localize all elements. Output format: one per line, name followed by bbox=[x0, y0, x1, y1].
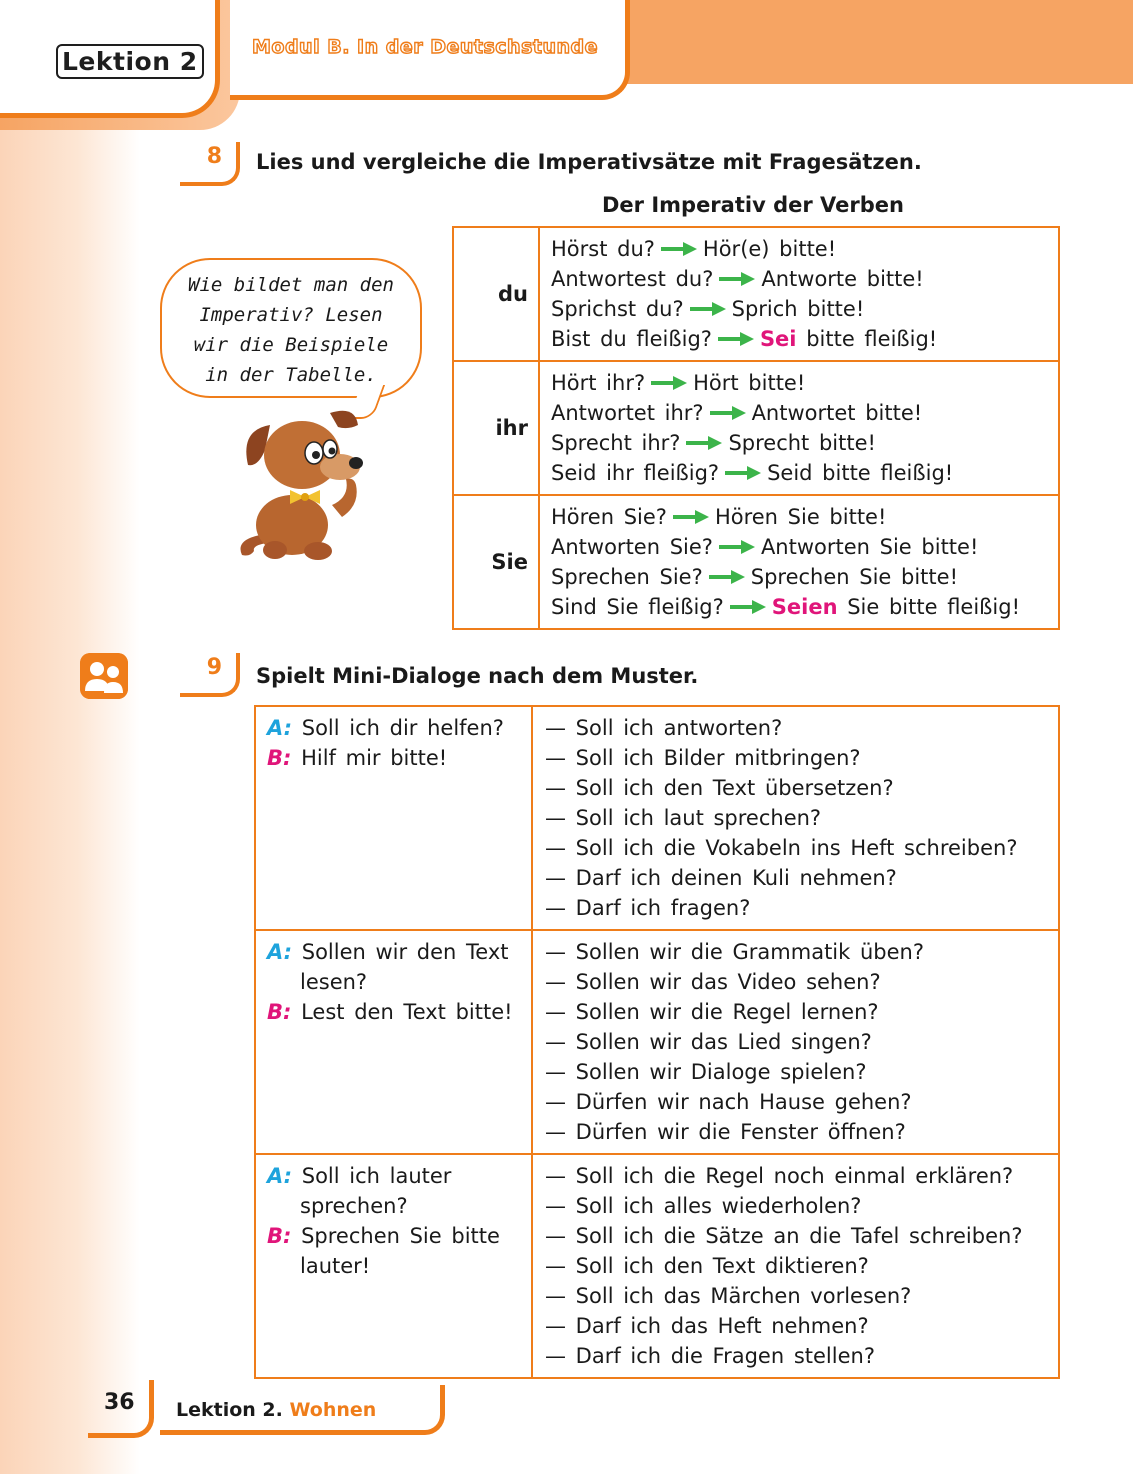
task-list-cell bbox=[532, 930, 1059, 1154]
forms-cell bbox=[539, 495, 1059, 629]
task-line: — Darf ich deinen Kuli nehmen? bbox=[545, 866, 897, 890]
task-line: — Sollen wir Dialoge spielen? bbox=[545, 1060, 867, 1084]
lektion-label: Lektion 2 bbox=[56, 44, 204, 79]
imperative-line: Antworten Sie? Antworten Sie bitte! bbox=[551, 535, 979, 559]
side-band bbox=[0, 0, 140, 1474]
speaker-a: A: bbox=[267, 940, 293, 964]
task-list-cell bbox=[532, 1154, 1059, 1378]
imperative-table bbox=[452, 226, 1060, 630]
speaker-b: B: bbox=[267, 1000, 292, 1024]
arrow-right-icon bbox=[709, 570, 745, 584]
dialog-row bbox=[255, 930, 1059, 1154]
speaker-a: A: bbox=[267, 1164, 293, 1188]
imperative-row-du bbox=[453, 227, 1059, 361]
footer-lesson: Lektion 2. Wohnen bbox=[176, 1399, 377, 1421]
task-line: — Soll ich den Text diktieren? bbox=[545, 1254, 869, 1278]
arrow-right-icon bbox=[661, 242, 697, 256]
imperative-line: Hören Sie? Hören Sie bitte! bbox=[551, 505, 887, 529]
model-dialog-cell: A: Sollen wir den Text lesen? B: Lest den Text bitte! bbox=[255, 930, 532, 1154]
pronoun-cell: du bbox=[453, 227, 539, 361]
exercise-8-number: 8 bbox=[180, 142, 240, 186]
dog-illustration bbox=[230, 405, 380, 565]
model-dialog-cell: A: Soll ich lauter sprechen? B: Sprechen Sie bitte lauter! bbox=[255, 1154, 532, 1378]
dialog-row bbox=[255, 706, 1059, 930]
imperative-row-ihr bbox=[453, 361, 1059, 495]
model-dialog-cell: A: Soll ich dir helfen? B: Hilf mir bitte! bbox=[255, 706, 532, 930]
imperative-line: Antwortest du? Antworte bitte! bbox=[551, 267, 924, 291]
arrow-right-icon bbox=[730, 600, 766, 614]
task-line: — Soll ich antworten? bbox=[545, 716, 783, 740]
speaker-a: A: bbox=[267, 716, 293, 740]
pair-work-icon bbox=[80, 653, 128, 699]
exercise-8-title: Lies und vergleiche die Imperativsätze mit Fragesätzen. bbox=[256, 150, 922, 174]
task-line: — Soll ich die Sätze an die Tafel schreiben? bbox=[545, 1224, 1023, 1248]
task-line: — Soll ich die Regel noch einmal erklären? bbox=[545, 1164, 1014, 1188]
task-line: — Soll ich alles wiederholen? bbox=[545, 1194, 862, 1218]
arrow-right-icon bbox=[673, 510, 709, 524]
arrow-right-icon bbox=[651, 376, 687, 390]
speech-bubble-text: Wie bildet man den Imperativ? Lesen wir die Beispiele in der Tabelle. bbox=[188, 274, 394, 386]
imperative-row-sie bbox=[453, 495, 1059, 629]
pronoun-cell: Sie bbox=[453, 495, 539, 629]
task-line: — Soll ich laut sprechen? bbox=[545, 806, 822, 830]
task-line: — Darf ich die Fragen stellen? bbox=[545, 1344, 875, 1368]
arrow-right-icon bbox=[686, 436, 722, 450]
task-line: — Darf ich das Heft nehmen? bbox=[545, 1314, 869, 1338]
task-line: — Soll ich die Vokabeln ins Heft schreiben? bbox=[545, 836, 1018, 860]
imperative-line: Bist du fleißig? Sei bitte fleißig! bbox=[551, 327, 938, 351]
task-line: — Soll ich das Märchen vorlesen? bbox=[545, 1284, 912, 1308]
highlight-word: Seien bbox=[771, 595, 838, 619]
speaker-b: B: bbox=[267, 1224, 292, 1248]
dialog-row bbox=[255, 1154, 1059, 1378]
forms-cell bbox=[539, 227, 1059, 361]
footer-topic: Wohnen bbox=[289, 1399, 377, 1421]
task-line: — Sollen wir die Grammatik üben? bbox=[545, 940, 924, 964]
task-line: — Dürfen wir die Fenster öffnen? bbox=[545, 1120, 906, 1144]
imperative-line: Antwortet ihr? Antwortet bitte! bbox=[551, 401, 923, 425]
forms-cell bbox=[539, 361, 1059, 495]
task-line: — Sollen wir das Lied singen? bbox=[545, 1030, 872, 1054]
imperative-table-caption: Der Imperativ der Verben bbox=[602, 193, 904, 217]
exercise-9-number: 9 bbox=[180, 653, 240, 697]
task-line: — Sollen wir das Video sehen? bbox=[545, 970, 881, 994]
speaker-b: B: bbox=[267, 746, 292, 770]
arrow-right-icon bbox=[710, 406, 746, 420]
pronoun-cell: ihr bbox=[453, 361, 539, 495]
task-line: — Soll ich Bilder mitbringen? bbox=[545, 746, 861, 770]
exercise-9-title: Spielt Mini-Dialoge nach dem Muster. bbox=[256, 664, 699, 688]
imperative-line: Hörst du? Hör(e) bitte! bbox=[551, 237, 837, 261]
page-number: 36 bbox=[104, 1390, 135, 1415]
imperative-line: Sprichst du? Sprich bitte! bbox=[551, 297, 865, 321]
imperative-line: Sind Sie fleißig? Seien Sie bitte fleißig! bbox=[551, 595, 1020, 619]
imperative-line: Sprechen Sie? Sprechen Sie bitte! bbox=[551, 565, 958, 589]
arrow-right-icon bbox=[690, 302, 726, 316]
task-line: — Dürfen wir nach Hause gehen? bbox=[545, 1090, 912, 1114]
imperative-line: Hört ihr? Hört bitte! bbox=[551, 371, 806, 395]
task-line: — Soll ich den Text übersetzen? bbox=[545, 776, 894, 800]
arrow-right-icon bbox=[719, 272, 755, 286]
highlight-word: Sei bbox=[759, 327, 797, 351]
task-list-cell bbox=[532, 706, 1059, 930]
imperative-line: Sprecht ihr? Sprecht bitte! bbox=[551, 431, 876, 455]
task-line: — Darf ich fragen? bbox=[545, 896, 751, 920]
arrow-right-icon bbox=[725, 466, 761, 480]
arrow-right-icon bbox=[718, 332, 754, 346]
imperative-line: Seid ihr fleißig? Seid bitte fleißig! bbox=[551, 461, 954, 485]
arrow-right-icon bbox=[719, 540, 755, 554]
modul-label: Modul B. In der Deutschstunde bbox=[252, 36, 599, 58]
task-line: — Sollen wir die Regel lernen? bbox=[545, 1000, 879, 1024]
dialog-table bbox=[254, 705, 1060, 1379]
